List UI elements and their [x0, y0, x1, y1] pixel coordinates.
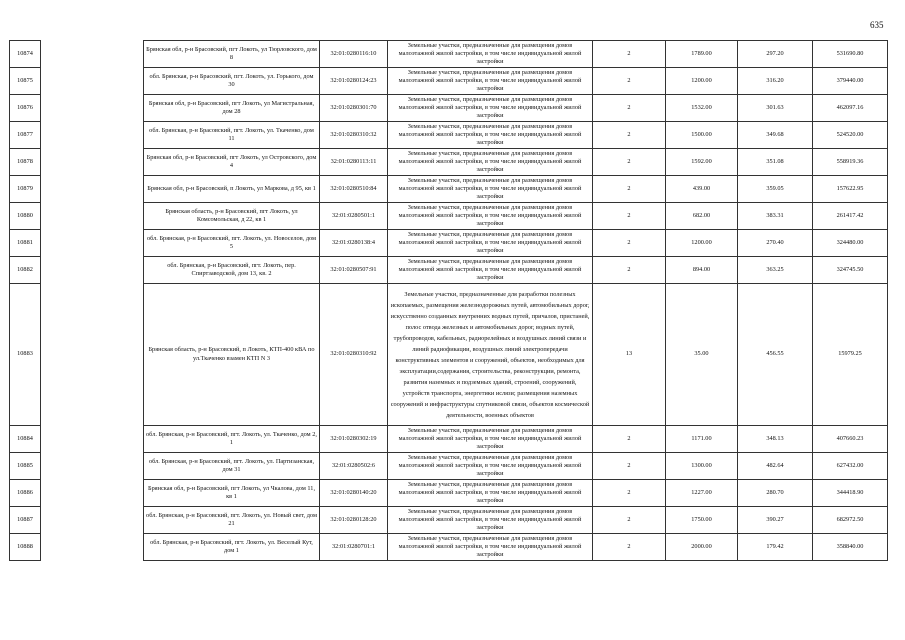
table-row — [10, 95, 888, 122]
address-cell: Брянская обл, р-н Брасовский, п Локоть, ул Маркова, д 95, кв 1 — [144, 176, 320, 203]
cadastral-value-cell: 682972.50 — [813, 507, 888, 534]
area-cell: 1500.00 — [666, 122, 738, 149]
row-number: 10881 — [10, 230, 41, 257]
cadastral-value-cell: 157622.95 — [813, 176, 888, 203]
cadastral-number-cell: 32:01:0280138:4 — [320, 230, 388, 257]
row-number: 10880 — [10, 203, 41, 230]
address-cell: Брянская обл, р-н Брасовский, пгт Локоть, ул Магистральная, дом 28 — [144, 95, 320, 122]
table-row — [10, 284, 888, 426]
table-row — [10, 203, 888, 230]
rate-cell: 390.27 — [738, 507, 813, 534]
row-number: 10875 — [10, 68, 41, 95]
area-cell: 35.00 — [666, 284, 738, 426]
area-cell: 1171.00 — [666, 426, 738, 453]
row-number: 10883 — [10, 284, 41, 426]
cadastral-number-cell: 32:01:0280310:32 — [320, 122, 388, 149]
rate-cell: 383.31 — [738, 203, 813, 230]
page-number: 635 — [870, 20, 884, 30]
rate-cell: 359.05 — [738, 176, 813, 203]
address-cell: обл. Брянская, р-н Брасовский, пгт. Локоть, пер. Спиртзаводской, дом 13, кв. 2 — [144, 257, 320, 284]
cadastral-number-cell: 32:01:0280116:10 — [320, 41, 388, 68]
group-cell: 2 — [593, 176, 666, 203]
land-use-cell: Земельные участки, предназначенные для размещения домов малоэтажной жилой застройки, в том числе индивидуальной жилой застройки — [388, 426, 593, 453]
address-cell: обл. Брянская, р-н Брасовский, пгт. Локоть, ул. Новоселов, дом 5 — [144, 230, 320, 257]
row-number: 10877 — [10, 122, 41, 149]
cadastral-value-cell: 627432.00 — [813, 453, 888, 480]
area-cell: 1750.00 — [666, 507, 738, 534]
rate-cell: 351.08 — [738, 149, 813, 176]
cadastral-number-cell: 32:01:0280124:23 — [320, 68, 388, 95]
address-cell: обл. Брянская, р-н Брасовский, пгт. Локоть, ул. Ткаченко, дом 2, 1 — [144, 426, 320, 453]
address-cell: Брянская область, р-н Брасовский, пгт Локоть, ул Комсомольская, д 22, кв 1 — [144, 203, 320, 230]
cadastral-number-cell: 32:01:0280510:84 — [320, 176, 388, 203]
rate-cell: 316.20 — [738, 68, 813, 95]
row-number: 10878 — [10, 149, 41, 176]
row-number: 10888 — [10, 534, 41, 561]
table-row — [10, 176, 888, 203]
cadastral-number-cell: 32:01:0280140:20 — [320, 480, 388, 507]
row-number: 10874 — [10, 41, 41, 68]
cadastral-value-cell: 462097.16 — [813, 95, 888, 122]
group-cell: 2 — [593, 453, 666, 480]
cadastral-number-cell: 32:01:0280701:1 — [320, 534, 388, 561]
cadastral-number-cell: 32:01:0280502:6 — [320, 453, 388, 480]
cadastral-value-cell: 15979.25 — [813, 284, 888, 426]
row-number: 10876 — [10, 95, 41, 122]
cadastral-value-cell: 344418.90 — [813, 480, 888, 507]
group-cell: 2 — [593, 257, 666, 284]
cadastral-number-cell: 32:01:0280310:92 — [320, 284, 388, 426]
address-cell: Брянская обл, р-н Брасовский, пгт Локоть, ул Тюрловского, дом 8 — [144, 41, 320, 68]
row-number: 10879 — [10, 176, 41, 203]
area-cell: 2000.00 — [666, 534, 738, 561]
land-use-cell: Земельные участки, предназначенные для разработки полезных ископаемых, размещения железнодорожных путей, автомобильных дорог, искусственно созданных внутренних водных путей, причалов, пристаней, полос отвода железных и автомобильных дорог, водных путей, трубопроводов, кабельных, радиорелейных и воздушных линий связи и линий радиофикации, воздушных линий электропередачи конструктивных элементов и сооружений, объектов, необходимых для эксплуатации,содержания, строительства, реконструкции, ремонта, развития наземных и подземных зданий, строений, сооружений, устройств транспорта, энергетики ислязи; размещения наземных сооружений и инфраструктуры спутниковой связи, объектов космической деятельности, военных объектов — [388, 284, 593, 426]
address-cell: обл. Брянская, р-н Брасовский, пгт. Локоть, ул. Ткаченко, дом 11 — [144, 122, 320, 149]
row-number: 10885 — [10, 453, 41, 480]
land-registry-table — [9, 40, 888, 561]
group-cell: 13 — [593, 284, 666, 426]
area-cell: 894.00 — [666, 257, 738, 284]
group-cell: 2 — [593, 426, 666, 453]
land-use-cell: Земельные участки, предназначенные для размещения домов малоэтажной жилой застройки, в том числе индивидуальной жилой застройки — [388, 176, 593, 203]
land-use-cell: Земельные участки, предназначенные для размещения домов малоэтажной жилой застройки, в том числе индивидуальной жилой застройки — [388, 507, 593, 534]
land-use-cell: Земельные участки, предназначенные для размещения домов малоэтажной жилой застройки, в том числе индивидуальной жилой застройки — [388, 230, 593, 257]
address-cell: Брянская обл, р-н Брасовский, пгт Локоть, ул Чкалова, дом 11, кв 1 — [144, 480, 320, 507]
rate-cell: 297.20 — [738, 41, 813, 68]
cadastral-number-cell: 32:01:0280507:91 — [320, 257, 388, 284]
area-cell: 1592.00 — [666, 149, 738, 176]
row-number: 10882 — [10, 257, 41, 284]
land-use-cell: Земельные участки, предназначенные для размещения домов малоэтажной жилой застройки, в том числе индивидуальной жилой застройки — [388, 534, 593, 561]
rate-cell: 179.42 — [738, 534, 813, 561]
cadastral-value-cell: 324480.00 — [813, 230, 888, 257]
table-row — [10, 122, 888, 149]
area-cell: 1300.00 — [666, 453, 738, 480]
cadastral-value-cell: 407660.23 — [813, 426, 888, 453]
cadastral-number-cell: 32:01:0280302:19 — [320, 426, 388, 453]
rate-cell: 349.68 — [738, 122, 813, 149]
area-cell: 1227.00 — [666, 480, 738, 507]
cadastral-number-cell: 32:01:0280113:11 — [320, 149, 388, 176]
land-use-cell: Земельные участки, предназначенные для размещения домов малоэтажной жилой застройки, в том числе индивидуальной жилой застройки — [388, 68, 593, 95]
land-use-cell: Земельные участки, предназначенные для размещения домов малоэтажной жилой застройки, в том числе индивидуальной жилой застройки — [388, 122, 593, 149]
area-cell: 682.00 — [666, 203, 738, 230]
cadastral-number-cell: 32:01:0280501:1 — [320, 203, 388, 230]
row-number: 10884 — [10, 426, 41, 453]
group-cell: 2 — [593, 149, 666, 176]
table-row — [10, 507, 888, 534]
address-cell: обл. Брянская, р-н Брасовский, пгт. Локоть, ул. Веселый Кут, дом 1 — [144, 534, 320, 561]
table-row — [10, 534, 888, 561]
rate-cell: 456.55 — [738, 284, 813, 426]
rate-cell: 482.64 — [738, 453, 813, 480]
row-number: 10887 — [10, 507, 41, 534]
rate-cell: 348.13 — [738, 426, 813, 453]
group-cell: 2 — [593, 534, 666, 561]
rate-cell: 301.63 — [738, 95, 813, 122]
group-cell: 2 — [593, 507, 666, 534]
cadastral-value-cell: 531690.80 — [813, 41, 888, 68]
group-cell: 2 — [593, 122, 666, 149]
address-cell: Брянская обл, р-н Брасовский, пгт Локоть, ул Островского, дом 4 — [144, 149, 320, 176]
table-row — [10, 453, 888, 480]
area-cell: 1200.00 — [666, 68, 738, 95]
land-use-cell: Земельные участки, предназначенные для размещения домов малоэтажной жилой застройки, в том числе индивидуальной жилой застройки — [388, 41, 593, 68]
group-cell: 2 — [593, 230, 666, 257]
group-cell: 2 — [593, 68, 666, 95]
address-cell: обл. Брянская, р-н Брасовский, пгт. Локоть, ул. Партизанская, дом 31 — [144, 453, 320, 480]
table-row — [10, 68, 888, 95]
group-cell: 2 — [593, 480, 666, 507]
address-cell: обл. Брянская, р-н Брасовский, пгт. Локоть, ул. Новый свет, дом 21 — [144, 507, 320, 534]
land-use-cell: Земельные участки, предназначенные для размещения домов малоэтажной жилой застройки, в том числе индивидуальной жилой застройки — [388, 480, 593, 507]
table-row — [10, 426, 888, 453]
area-cell: 1200.00 — [666, 230, 738, 257]
table-row — [10, 480, 888, 507]
area-cell: 1532.00 — [666, 95, 738, 122]
land-use-cell: Земельные участки, предназначенные для размещения домов малоэтажной жилой застройки, в том числе индивидуальной жилой застройки — [388, 203, 593, 230]
table-row — [10, 230, 888, 257]
land-use-cell: Земельные участки, предназначенные для размещения домов малоэтажной жилой застройки, в том числе индивидуальной жилой застройки — [388, 453, 593, 480]
group-cell: 2 — [593, 203, 666, 230]
rate-cell: 270.40 — [738, 230, 813, 257]
cadastral-value-cell: 261417.42 — [813, 203, 888, 230]
cadastral-value-cell: 379440.00 — [813, 68, 888, 95]
table-row — [10, 257, 888, 284]
land-use-cell: Земельные участки, предназначенные для размещения домов малоэтажной жилой застройки, в том числе индивидуальной жилой застройки — [388, 95, 593, 122]
table-row — [10, 41, 888, 68]
land-use-cell: Земельные участки, предназначенные для размещения домов малоэтажной жилой застройки, в том числе индивидуальной жилой застройки — [388, 257, 593, 284]
rate-cell: 363.25 — [738, 257, 813, 284]
cadastral-number-cell: 32:01:0280128:20 — [320, 507, 388, 534]
cadastral-value-cell: 558919.36 — [813, 149, 888, 176]
table-row — [10, 149, 888, 176]
address-cell: Брянская область, р-н Брасовский, п Локоть, КТП-400 кВА по ул.Ткаченко взамен КТП N 3 — [144, 284, 320, 426]
cadastral-value-cell: 324745.50 — [813, 257, 888, 284]
group-cell: 2 — [593, 95, 666, 122]
area-cell: 439.00 — [666, 176, 738, 203]
rate-cell: 280.70 — [738, 480, 813, 507]
cadastral-number-cell: 32:01:0280301:70 — [320, 95, 388, 122]
group-cell: 2 — [593, 41, 666, 68]
cadastral-value-cell: 524520.00 — [813, 122, 888, 149]
area-cell: 1789.00 — [666, 41, 738, 68]
cadastral-value-cell: 358840.00 — [813, 534, 888, 561]
row-number: 10886 — [10, 480, 41, 507]
address-cell: обл. Брянская, р-н Брасовский, пгт. Локоть, ул. Горького, дом 30 — [144, 68, 320, 95]
land-use-cell: Земельные участки, предназначенные для размещения домов малоэтажной жилой застройки, в том числе индивидуальной жилой застройки — [388, 149, 593, 176]
